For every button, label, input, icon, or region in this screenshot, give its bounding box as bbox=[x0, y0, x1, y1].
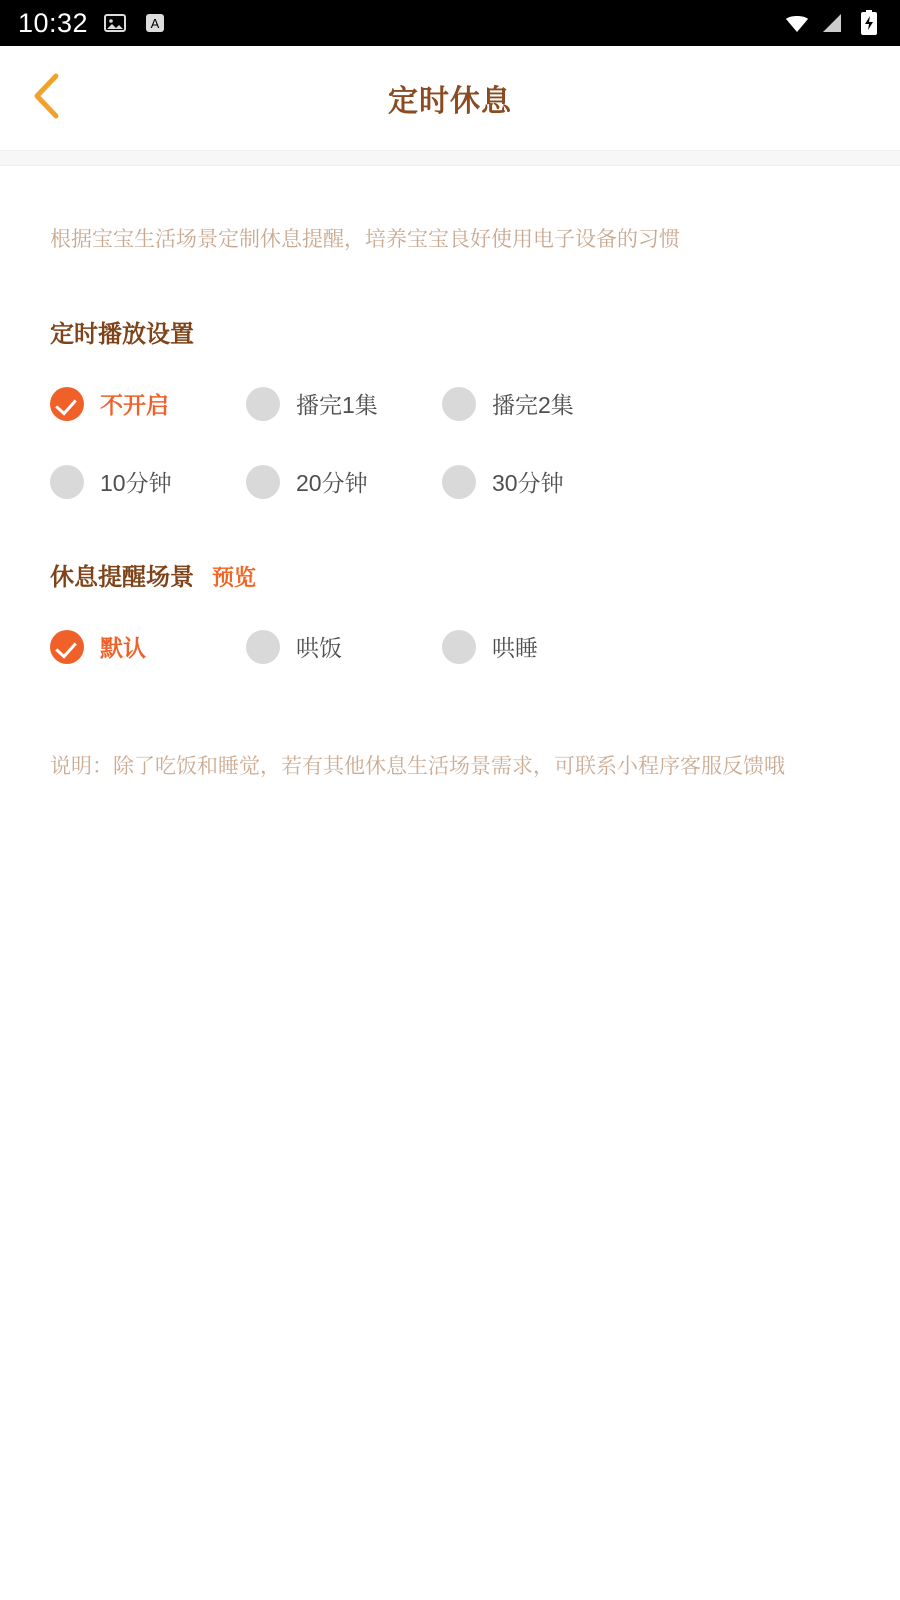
option-scene-meal[interactable] bbox=[246, 630, 442, 664]
option-20-minutes[interactable] bbox=[246, 465, 442, 499]
status-bar bbox=[0, 0, 900, 46]
status-bar-right bbox=[784, 10, 882, 36]
intro-text: 根据宝宝生活场景定制休息提醒，培养宝宝良好使用电子设备的习惯 bbox=[50, 228, 680, 251]
option-10-minutes[interactable] bbox=[50, 465, 246, 499]
option-scene-sleep[interactable] bbox=[442, 630, 638, 664]
scene-options-row bbox=[50, 630, 850, 664]
radio-icon bbox=[246, 387, 280, 421]
option-label: 30分钟 bbox=[492, 470, 564, 496]
status-clock: 10:32 bbox=[18, 7, 89, 38]
status-bar-left bbox=[18, 8, 168, 39]
radio-icon bbox=[442, 465, 476, 499]
radio-icon bbox=[50, 630, 84, 664]
option-no-timer[interactable] bbox=[50, 387, 246, 421]
signal-icon bbox=[820, 10, 846, 36]
preview-link[interactable]: 预览 bbox=[212, 564, 257, 590]
chevron-left-icon bbox=[29, 72, 63, 125]
wifi-icon bbox=[784, 10, 810, 36]
option-scene-default[interactable] bbox=[50, 630, 246, 664]
option-label: 不开启 bbox=[100, 392, 169, 418]
radio-icon bbox=[50, 465, 84, 499]
content-area bbox=[0, 224, 900, 782]
scene-section-title: 休息提醒场景 bbox=[50, 563, 194, 591]
option-label: 10分钟 bbox=[100, 470, 172, 496]
app-bar bbox=[0, 46, 900, 150]
image-icon bbox=[102, 10, 128, 36]
app-bar-divider bbox=[0, 150, 900, 166]
option-label: 哄睡 bbox=[492, 635, 538, 661]
note-text: 说明：除了吃饭和睡觉，若有其他休息生活场景需求，可联系小程序客服反馈哦 bbox=[50, 754, 785, 778]
page-title: 定时休息 bbox=[388, 85, 512, 118]
option-label: 播完2集 bbox=[492, 392, 574, 418]
option-30-minutes[interactable] bbox=[442, 465, 638, 499]
radio-icon bbox=[50, 387, 84, 421]
option-label: 20分钟 bbox=[296, 470, 368, 496]
timer-options-row-2 bbox=[50, 465, 850, 499]
radio-icon bbox=[442, 630, 476, 664]
option-after-1-episode[interactable] bbox=[246, 387, 442, 421]
radio-icon bbox=[246, 465, 280, 499]
battery-charging-icon bbox=[856, 10, 882, 36]
radio-icon bbox=[442, 387, 476, 421]
timer-section-title: 定时播放设置 bbox=[50, 320, 194, 348]
app-badge-icon bbox=[142, 10, 168, 36]
option-label: 哄饭 bbox=[296, 635, 342, 661]
option-label: 播完1集 bbox=[296, 392, 378, 418]
scene-section-head bbox=[50, 557, 850, 592]
svg-text:A: A bbox=[150, 16, 160, 31]
timer-options-row-1 bbox=[50, 387, 850, 421]
option-label: 默认 bbox=[100, 635, 146, 661]
option-after-2-episodes[interactable] bbox=[442, 387, 638, 421]
radio-icon bbox=[246, 630, 280, 664]
timer-section-head bbox=[50, 314, 850, 349]
back-button[interactable] bbox=[18, 70, 74, 126]
